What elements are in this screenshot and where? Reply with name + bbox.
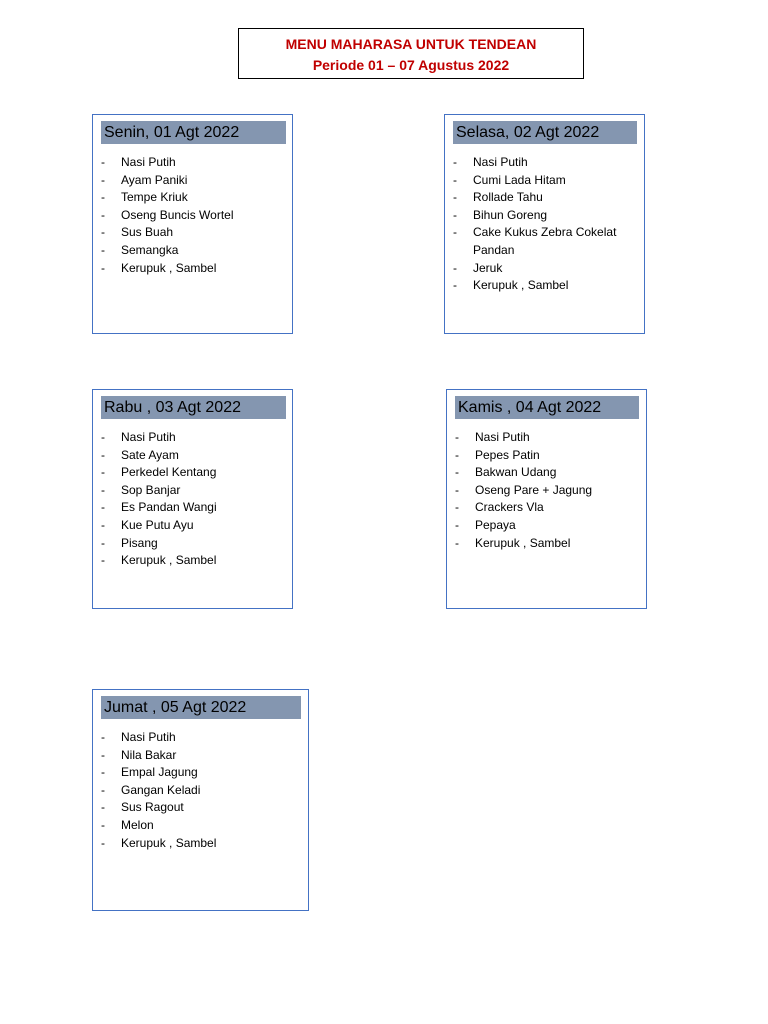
menu-list <box>101 429 217 570</box>
menu-item <box>453 154 633 172</box>
bullet-dash: - <box>455 535 459 550</box>
menu-title: MENU MAHARASA UNTUK TENDEAN <box>285 36 537 52</box>
menu-item <box>101 782 216 800</box>
day-header: Kamis , 04 Agt 2022 <box>455 396 639 419</box>
bullet-dash: - <box>455 500 459 515</box>
menu-item <box>453 207 633 225</box>
menu-item-label: Sate Ayam <box>121 447 179 462</box>
menu-list <box>101 154 234 277</box>
menu-item <box>101 799 216 817</box>
menu-item <box>455 429 592 447</box>
bullet-dash: - <box>101 782 105 797</box>
bullet-dash: - <box>101 447 105 462</box>
bullet-dash: - <box>101 517 105 532</box>
bullet-dash: - <box>453 155 457 169</box>
menu-item-label: Jeruk <box>473 260 503 275</box>
bullet-dash: - <box>101 155 105 169</box>
bullet-dash: - <box>101 800 105 815</box>
bullet-dash: - <box>101 535 105 550</box>
bullet-dash: - <box>453 278 457 293</box>
menu-item <box>455 535 592 553</box>
bullet-dash: - <box>101 730 105 744</box>
menu-item-label: Es Pandan Wangi <box>121 500 217 515</box>
bullet-dash: - <box>101 553 105 568</box>
menu-item <box>101 189 234 207</box>
menu-item <box>453 172 633 190</box>
bullet-dash: - <box>101 260 105 275</box>
menu-item-label: Cumi Lada Hitam <box>473 172 566 187</box>
bullet-dash: - <box>455 482 459 497</box>
bullet-dash: - <box>455 465 459 480</box>
menu-item-label: Oseng Pare + Jagung <box>475 482 593 497</box>
menu-item-label: Kerupuk , Sambel <box>473 278 569 293</box>
menu-item <box>101 499 217 517</box>
menu-item-label: Nasi Putih <box>121 155 176 169</box>
menu-item <box>455 499 592 517</box>
day-header: Rabu , 03 Agt 2022 <box>101 396 286 419</box>
menu-item <box>101 517 217 535</box>
menu-item-label: Kerupuk , Sambel <box>475 535 571 550</box>
menu-item <box>101 535 217 553</box>
day-box-jumat <box>92 689 309 911</box>
menu-item-label: Sus Buah <box>121 225 174 240</box>
menu-item-label: Sus Ragout <box>121 800 184 815</box>
bullet-dash: - <box>101 172 105 187</box>
menu-title-box <box>238 28 584 79</box>
bullet-dash: - <box>101 207 105 222</box>
bullet-dash: - <box>101 190 105 205</box>
menu-item-label: Empal Jagung <box>121 765 198 780</box>
bullet-dash: - <box>101 482 105 497</box>
menu-item <box>101 207 234 225</box>
menu-item <box>101 835 216 853</box>
menu-period: Periode 01 – 07 Agustus 2022 <box>312 57 510 73</box>
menu-item-label: Kerupuk , Sambel <box>121 260 217 275</box>
menu-item-label: Nila Bakar <box>121 747 177 762</box>
menu-item <box>455 447 592 465</box>
menu-item <box>453 277 633 295</box>
day-box-senin <box>92 114 293 334</box>
menu-list <box>455 429 592 552</box>
bullet-dash: - <box>101 835 105 850</box>
day-header: Selasa, 02 Agt 2022 <box>453 121 637 144</box>
menu-item <box>101 224 234 242</box>
menu-item <box>101 817 216 835</box>
menu-item-label: Kerupuk , Sambel <box>121 835 217 850</box>
bullet-dash: - <box>101 747 105 762</box>
menu-item <box>453 189 633 207</box>
menu-item <box>101 172 234 190</box>
bullet-dash: - <box>453 207 457 222</box>
menu-item <box>101 429 217 447</box>
menu-item-label: Ayam Paniki <box>121 172 188 187</box>
bullet-dash: - <box>453 260 457 275</box>
bullet-dash: - <box>455 517 459 532</box>
menu-item <box>455 464 592 482</box>
menu-item-label: Pisang <box>121 535 158 550</box>
menu-item <box>453 224 633 259</box>
menu-item-label: Nasi Putih <box>121 730 176 744</box>
menu-item-label: Sop Banjar <box>121 482 181 497</box>
menu-item <box>101 747 216 765</box>
menu-item <box>101 729 216 747</box>
menu-item-label: Bakwan Udang <box>475 465 557 480</box>
menu-item-label: Melon <box>121 817 154 832</box>
menu-item <box>101 242 234 260</box>
menu-item-label: Bihun Goreng <box>473 207 548 222</box>
menu-item <box>101 260 234 278</box>
menu-item-label: Crackers Vla <box>475 500 544 515</box>
day-header: Jumat , 05 Agt 2022 <box>101 696 301 719</box>
menu-item-label: Nasi Putih <box>473 155 528 169</box>
bullet-dash: - <box>101 225 105 240</box>
menu-item <box>101 764 216 782</box>
bullet-dash: - <box>101 430 105 444</box>
menu-item-label: Pepaya <box>475 517 516 532</box>
menu-item-label: Kerupuk , Sambel <box>121 553 217 568</box>
menu-item <box>455 517 592 535</box>
menu-item-label: Kue Putu Ayu <box>121 517 194 532</box>
menu-item <box>101 464 217 482</box>
menu-list <box>101 729 216 852</box>
bullet-dash: - <box>453 172 457 187</box>
menu-item-label: Semangka <box>121 242 179 257</box>
menu-item <box>101 447 217 465</box>
menu-list <box>453 154 633 295</box>
menu-item-label: Cake Kukus Zebra Cokelat Pandan <box>473 225 617 257</box>
menu-item-label: Oseng Buncis Wortel <box>121 207 234 222</box>
menu-item-label: Nasi Putih <box>121 430 176 444</box>
day-box-kamis <box>446 389 647 609</box>
day-box-selasa <box>444 114 645 334</box>
menu-item-label: Nasi Putih <box>475 430 530 444</box>
menu-item-label: Rollade Tahu <box>473 190 543 205</box>
menu-item-label: Perkedel Kentang <box>121 465 217 480</box>
bullet-dash: - <box>101 817 105 832</box>
bullet-dash: - <box>101 465 105 480</box>
menu-item <box>101 482 217 500</box>
bullet-dash: - <box>101 765 105 780</box>
bullet-dash: - <box>455 430 459 444</box>
menu-item-label: Gangan Keladi <box>121 782 201 797</box>
menu-item <box>455 482 592 500</box>
menu-item-label: Tempe Kriuk <box>121 190 188 205</box>
day-box-rabu <box>92 389 293 609</box>
bullet-dash: - <box>455 447 459 462</box>
menu-item <box>101 552 217 570</box>
menu-item <box>101 154 234 172</box>
menu-item-label: Pepes Patin <box>475 447 540 462</box>
bullet-dash: - <box>101 500 105 515</box>
menu-item <box>453 260 633 278</box>
day-header: Senin, 01 Agt 2022 <box>101 121 286 144</box>
bullet-dash: - <box>453 190 457 205</box>
bullet-dash: - <box>101 242 105 257</box>
bullet-dash: - <box>453 225 457 240</box>
